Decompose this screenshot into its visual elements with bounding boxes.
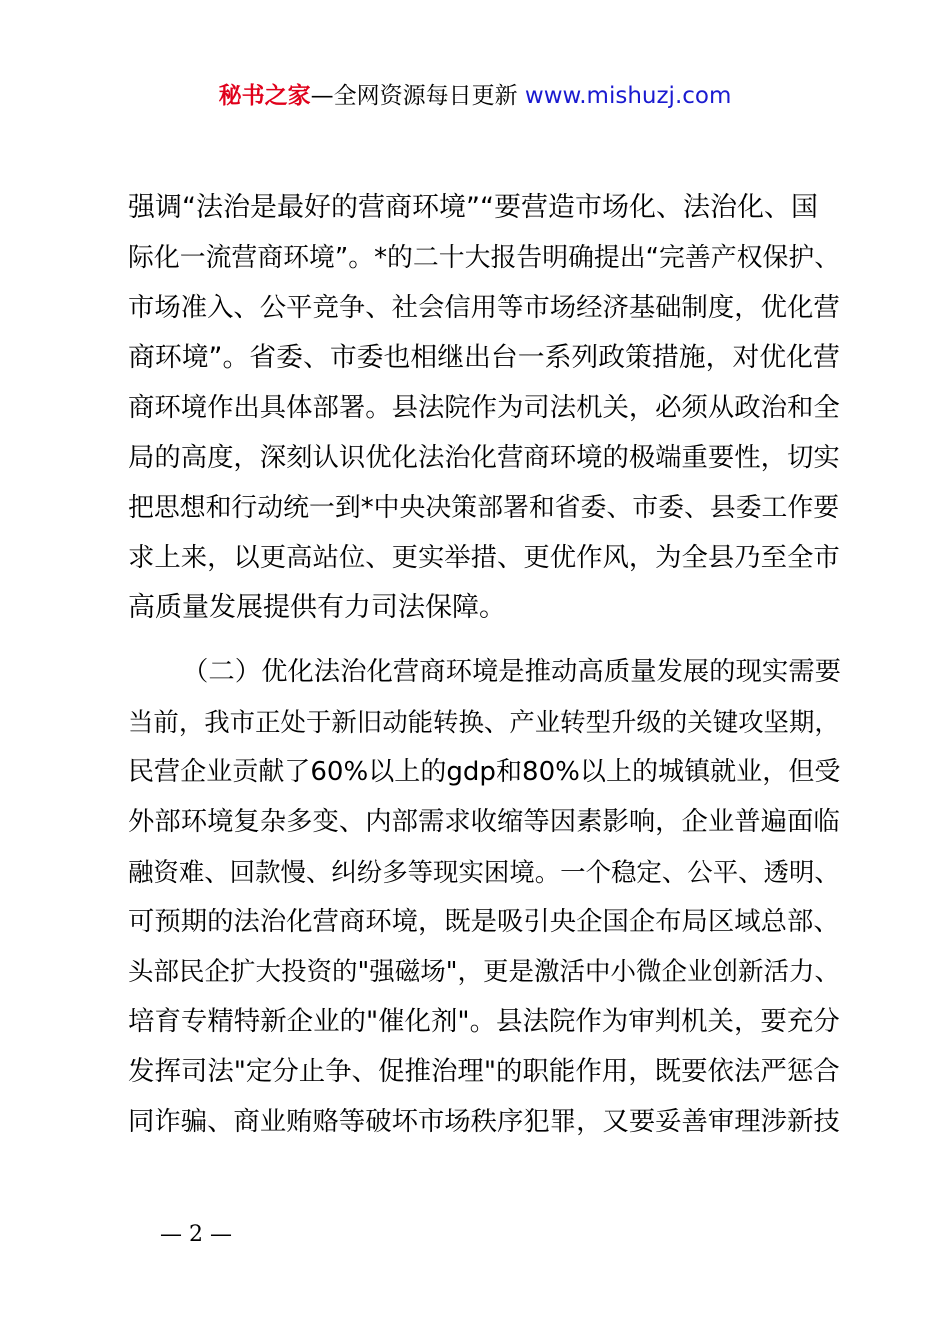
section-line: 同诈骗、商业贿赂等破坏市场秩序犯罪，又要妥善审理涉新技 (128, 1107, 840, 1137)
body-line: 把思想和行动统一到*中央决策部署和省委、市委、县委工作要 (128, 493, 840, 523)
section-line: 民营企业贡献了60%以上的gdp和80%以上的城镇就业，但受 (128, 757, 841, 787)
body-line: 际化一流营商环境”。*的二十大报告明确提出“完善产权保护、 (128, 243, 841, 273)
body-line: 高质量发展提供有力司法保障。 (128, 592, 506, 623)
section-line: 可预期的法治化营商环境，既是吸引央企国企布局区域总部、 (128, 907, 840, 937)
body-line: 市场准入、公平竞争、社会信用等市场经济基础制度，优化营 (128, 293, 840, 323)
section-line: 发挥司法"定分止争、促推治理"的职能作用，既要依法严惩合 (128, 1056, 840, 1087)
section-line: 融资难、回款慢、纠纷多等现实困境。一个稳定、公平、透明、 (128, 857, 840, 887)
banner-tagline: —全网资源每日更新 (310, 83, 518, 109)
body-line: 强调“法治是最好的营商环境”“要营造市场化、法治化、国 (128, 192, 818, 223)
paragraph-gap (128, 633, 840, 647)
site-banner (0, 80, 950, 112)
banner-brand: 秘书之家 (218, 83, 311, 109)
section-line: 当前，我市正处于新旧动能转换、产业转型升级的关键攻坚期， (128, 707, 840, 737)
section-line: 头部民企扩大投资的"强磁场"，更是激活中小微企业创新活力、 (128, 957, 840, 987)
section-line: 外部环境复杂多变、内部需求收缩等因素影响，企业普遍面临 (128, 807, 840, 837)
section-heading: （二）优化法治化营商环境是推动高质量发展的现实需要 (182, 657, 841, 687)
page-number: — 2 — (160, 1222, 232, 1247)
banner-url-link[interactable]: www.mishuzj.com (524, 83, 732, 109)
document-body (128, 183, 840, 1147)
body-line: 求上来，以更高站位、更实举措、更优作风，为全县乃至全市 (128, 543, 840, 573)
body-line: 商环境作出具体部署。县法院作为司法机关，必须从政治和全 (128, 393, 840, 423)
section-line: 培育专精特新企业的"催化剂"。县法院作为审判机关，要充分 (128, 1006, 840, 1037)
body-line: 商环境”。省委、市委也相继出台一系列政策措施，对优化营 (128, 342, 840, 373)
body-line: 局的高度，深刻认识优化法治化营商环境的极端重要性，切实 (128, 443, 840, 473)
